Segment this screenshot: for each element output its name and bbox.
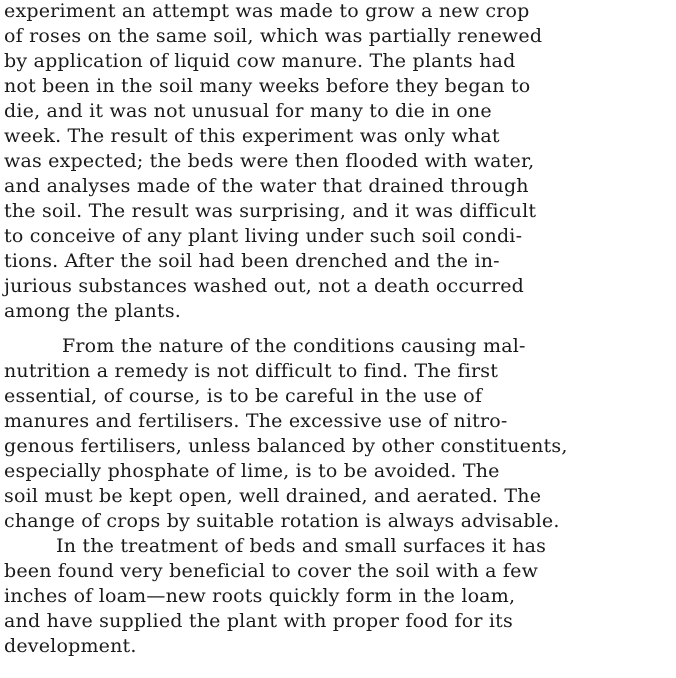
text-line: and have supplied the plant with proper food for its — [4, 610, 513, 632]
text-line: change of crops by suitable rotation is always advisable. — [4, 510, 560, 532]
text-line: not been in the soil many weeks before they began to — [4, 75, 531, 97]
text-line: especially phosphate of lime, is to be avoided. The — [4, 460, 500, 482]
text-line: development. — [4, 635, 137, 657]
text-line: by application of liquid cow manure. The plants had — [4, 50, 516, 72]
text-line: genous fertilisers, unless balanced by other constituents, — [4, 435, 568, 457]
text-line: experiment an attempt was made to grow a new crop — [4, 0, 530, 22]
text-line: inches of loam—new roots quickly form in the loam, — [4, 585, 516, 607]
text-line: soil must be kept open, well drained, and aerated. The — [4, 485, 542, 507]
text-line: of roses on the same soil, which was partially renewed — [4, 25, 543, 47]
text-line: among the plants. — [4, 300, 182, 322]
text-line: been found very beneficial to cover the soil with a few — [4, 560, 539, 582]
text-line: manures and fertilisers. The excessive use of nitro- — [4, 410, 508, 432]
text-line: In the treatment of beds and small surfaces it has — [56, 535, 547, 557]
text-line: jurious substances washed out, not a death occurred — [4, 275, 525, 297]
text-line: die, and it was not unusual for many to die in one — [4, 100, 492, 122]
text-line: essential, of course, is to be careful in the use of — [4, 385, 483, 407]
text-line: the soil. The result was surprising, and it was difficult — [4, 200, 537, 222]
text-line: week. The result of this experiment was only what — [4, 125, 500, 147]
text-line: nutrition a remedy is not difficult to find. The first — [4, 360, 499, 382]
text-line: and analyses made of the water that drained through — [4, 175, 529, 197]
text-line: tions. After the soil had been drenched and the in- — [4, 250, 500, 272]
text-line: From the nature of the conditions causing mal- — [62, 335, 526, 357]
text-line: to conceive of any plant living under such soil condi- — [4, 225, 523, 247]
text-line: was expected; the beds were then flooded with water, — [4, 150, 535, 172]
